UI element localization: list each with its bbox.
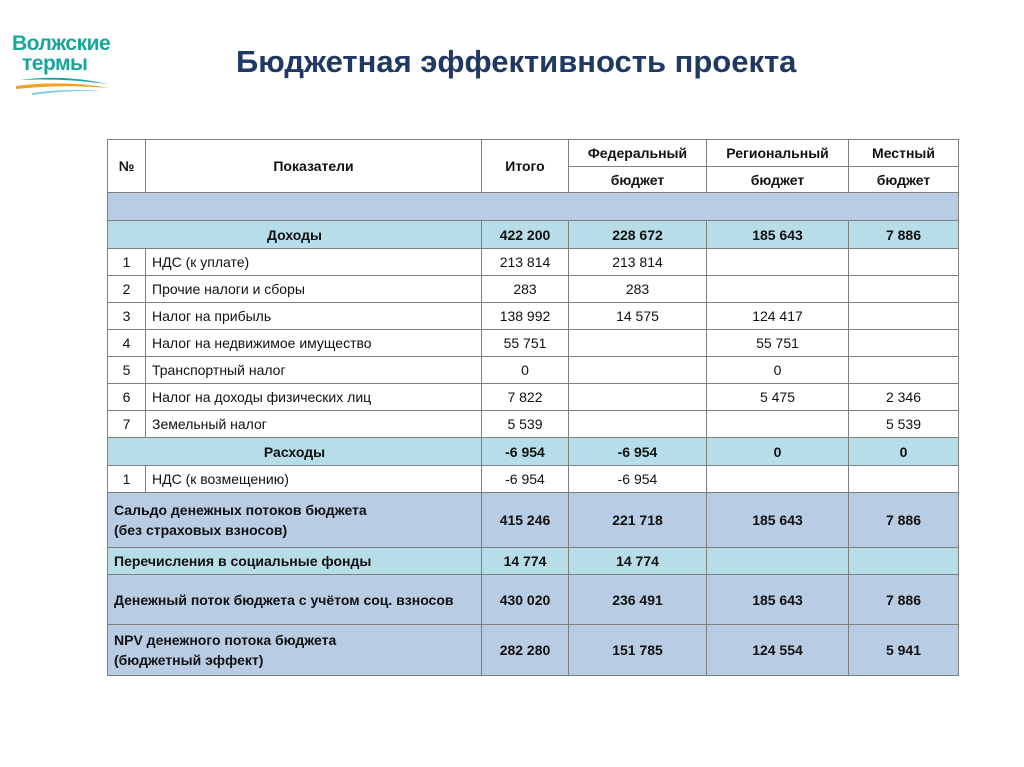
local-cell: 5 941 [849, 625, 959, 676]
federal-cell: 236 491 [569, 575, 707, 625]
local-cell [849, 548, 959, 575]
table-row [108, 357, 959, 384]
header-indicator: Показатели [146, 140, 482, 193]
regional-cell [707, 548, 849, 575]
header-federal: Федеральный [569, 140, 707, 167]
federal-cell: 228 672 [569, 221, 707, 249]
summary-name: Перечисления в социальные фонды [114, 553, 372, 569]
federal-cell: -6 954 [569, 438, 707, 466]
federal-cell [569, 384, 707, 411]
table-row [108, 303, 959, 330]
total-cell: 0 [482, 357, 569, 384]
regional-cell: 55 751 [707, 330, 849, 357]
regional-cell [707, 466, 849, 493]
regional-cell: 185 643 [707, 221, 849, 249]
total-cell: 415 246 [482, 493, 569, 548]
total-cell: -6 954 [482, 466, 569, 493]
row-number: 6 [108, 384, 146, 411]
row-number: 4 [108, 330, 146, 357]
header-row [108, 140, 959, 167]
row-number: 2 [108, 276, 146, 303]
federal-cell: -6 954 [569, 466, 707, 493]
regional-cell: 185 643 [707, 493, 849, 548]
federal-cell [569, 357, 707, 384]
total-cell: 55 751 [482, 330, 569, 357]
logo-line1: Волжские [12, 32, 111, 55]
regional-cell: 5 475 [707, 384, 849, 411]
regional-cell: 124 554 [707, 625, 849, 676]
income-section-row [108, 221, 959, 249]
regional-cell: 124 417 [707, 303, 849, 330]
wave-icon [12, 74, 112, 96]
summary-name-2: (бюджетный эффект) [114, 652, 264, 668]
summary-row [108, 625, 959, 676]
total-cell: 430 020 [482, 575, 569, 625]
row-number: 1 [108, 466, 146, 493]
federal-cell: 14 774 [569, 548, 707, 575]
summary-row [108, 575, 959, 625]
summary-label [108, 575, 482, 625]
logo-line2: термы [22, 52, 88, 75]
total-cell: 213 814 [482, 249, 569, 276]
total-cell: -6 954 [482, 438, 569, 466]
header-federal-2: бюджет [569, 167, 707, 193]
table-row [108, 466, 959, 493]
header-total: Итого [482, 140, 569, 193]
header-local-2: бюджет [849, 167, 959, 193]
total-cell: 5 539 [482, 411, 569, 438]
table-row [108, 330, 959, 357]
summary-label [108, 548, 482, 575]
regional-cell [707, 276, 849, 303]
spacer-row [108, 193, 959, 221]
total-cell: 138 992 [482, 303, 569, 330]
local-cell: 2 346 [849, 384, 959, 411]
summary-name-2: (без страховых взносов) [114, 522, 288, 538]
local-cell: 7 886 [849, 493, 959, 548]
row-name: Транспортный налог [146, 357, 482, 384]
row-name: Прочие налоги и сборы [146, 276, 482, 303]
local-cell [849, 249, 959, 276]
local-cell [849, 276, 959, 303]
regional-cell [707, 411, 849, 438]
regional-cell: 0 [707, 357, 849, 384]
local-cell: 7 886 [849, 575, 959, 625]
summary-name: Сальдо денежных потоков бюджета [114, 502, 367, 518]
row-name: Налог на прибыль [146, 303, 482, 330]
header-num: № [108, 140, 146, 193]
total-cell: 422 200 [482, 221, 569, 249]
total-cell: 7 822 [482, 384, 569, 411]
total-cell: 14 774 [482, 548, 569, 575]
header-regional-2: бюджет [707, 167, 849, 193]
local-cell: 5 539 [849, 411, 959, 438]
header-regional: Региональный [707, 140, 849, 167]
budget-table [107, 139, 959, 676]
local-cell [849, 330, 959, 357]
local-cell [849, 303, 959, 330]
row-number: 1 [108, 249, 146, 276]
section-label: Расходы [108, 438, 482, 466]
table-row [108, 276, 959, 303]
table-row [108, 384, 959, 411]
row-name: Налог на недвижимое имущество [146, 330, 482, 357]
summary-label [108, 625, 482, 676]
federal-cell: 213 814 [569, 249, 707, 276]
row-number: 5 [108, 357, 146, 384]
total-cell: 283 [482, 276, 569, 303]
federal-cell: 283 [569, 276, 707, 303]
local-cell: 7 886 [849, 221, 959, 249]
regional-cell: 0 [707, 438, 849, 466]
row-name: Земельный налог [146, 411, 482, 438]
row-number: 7 [108, 411, 146, 438]
local-cell [849, 357, 959, 384]
page-title: Бюджетная эффективность проекта [236, 44, 797, 79]
row-name: Налог на доходы физических лиц [146, 384, 482, 411]
total-cell: 282 280 [482, 625, 569, 676]
summary-label [108, 493, 482, 548]
spacer-cell [108, 193, 959, 221]
summary-name: NPV денежного потока бюджета [114, 632, 337, 648]
federal-cell: 14 575 [569, 303, 707, 330]
regional-cell: 185 643 [707, 575, 849, 625]
federal-cell: 221 718 [569, 493, 707, 548]
summary-row [108, 548, 959, 575]
federal-cell: 151 785 [569, 625, 707, 676]
section-label: Доходы [108, 221, 482, 249]
summary-name: Денежный поток бюджета с учётом соц. взносов [114, 591, 454, 608]
federal-cell [569, 411, 707, 438]
summary-row [108, 493, 959, 548]
local-cell: 0 [849, 438, 959, 466]
row-name: НДС (к уплате) [146, 249, 482, 276]
federal-cell [569, 330, 707, 357]
table-row [108, 249, 959, 276]
expenses-section-row [108, 438, 959, 466]
regional-cell [707, 249, 849, 276]
row-name: НДС (к возмещению) [146, 466, 482, 493]
local-cell [849, 466, 959, 493]
header-local: Местный [849, 140, 959, 167]
table-row [108, 411, 959, 438]
logo [12, 34, 122, 104]
row-number: 3 [108, 303, 146, 330]
